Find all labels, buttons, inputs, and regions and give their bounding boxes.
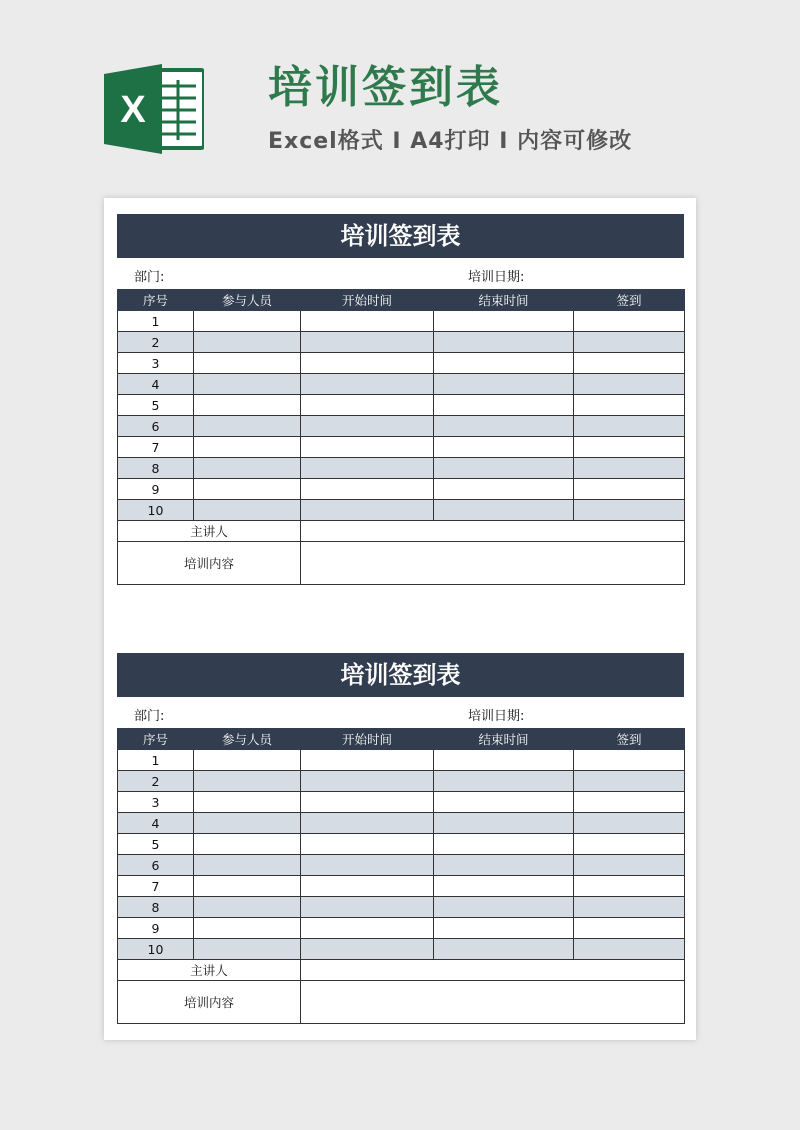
table-row: [118, 395, 685, 416]
start-time-cell[interactable]: [301, 416, 434, 437]
end-time-cell[interactable]: [434, 813, 574, 834]
row-number: 8: [118, 458, 194, 479]
form-title: 培训签到表: [117, 214, 684, 258]
page-title: 培训签到表: [268, 62, 503, 113]
start-time-cell[interactable]: [301, 374, 434, 395]
start-time-cell[interactable]: [301, 771, 434, 792]
table-row: [118, 311, 685, 332]
table-row: [118, 876, 685, 897]
participant-cell[interactable]: [194, 750, 301, 771]
end-time-cell[interactable]: [434, 395, 574, 416]
training-date-label: 培训日期:: [468, 270, 525, 285]
start-time-cell[interactable]: [301, 813, 434, 834]
sign-cell[interactable]: [574, 353, 685, 374]
row-number: 4: [118, 813, 194, 834]
row-number: 3: [118, 353, 194, 374]
table-header-row: [118, 729, 685, 750]
end-time-cell[interactable]: [434, 834, 574, 855]
end-time-cell[interactable]: [434, 479, 574, 500]
row-number: 2: [118, 771, 194, 792]
row-number: 7: [118, 876, 194, 897]
col-header-start-time: 开始时间: [301, 290, 434, 311]
table-row: [118, 437, 685, 458]
sign-cell[interactable]: [574, 395, 685, 416]
row-number: 5: [118, 395, 194, 416]
start-time-cell[interactable]: [301, 353, 434, 374]
end-time-cell[interactable]: [434, 918, 574, 939]
sign-cell[interactable]: [574, 416, 685, 437]
participant-cell[interactable]: [194, 479, 301, 500]
training-date-label: 培训日期:: [468, 709, 525, 724]
start-time-cell[interactable]: [301, 876, 434, 897]
table-row: [118, 897, 685, 918]
col-header-start-time: 开始时间: [301, 729, 434, 750]
table-row: [118, 374, 685, 395]
participant-cell[interactable]: [194, 332, 301, 353]
table-row: [118, 939, 685, 960]
row-number: 4: [118, 374, 194, 395]
end-time-cell[interactable]: [434, 876, 574, 897]
participant-cell[interactable]: [194, 918, 301, 939]
col-header-end-time: 结束时间: [434, 729, 574, 750]
participant-cell[interactable]: [194, 939, 301, 960]
speaker-row: [118, 960, 685, 981]
participant-cell[interactable]: [194, 897, 301, 918]
table-row: [118, 416, 685, 437]
row-number: 5: [118, 834, 194, 855]
start-time-cell[interactable]: [301, 479, 434, 500]
end-time-cell[interactable]: [434, 750, 574, 771]
start-time-cell[interactable]: [301, 332, 434, 353]
end-time-cell[interactable]: [434, 437, 574, 458]
content-row: [118, 981, 685, 1024]
row-number: 9: [118, 479, 194, 500]
sign-cell[interactable]: [574, 771, 685, 792]
row-number: 10: [118, 939, 194, 960]
sign-cell[interactable]: [574, 918, 685, 939]
end-time-cell[interactable]: [434, 416, 574, 437]
participant-cell[interactable]: [194, 311, 301, 332]
start-time-cell[interactable]: [301, 792, 434, 813]
start-time-cell[interactable]: [301, 939, 434, 960]
end-time-cell[interactable]: [434, 458, 574, 479]
sign-cell[interactable]: [574, 834, 685, 855]
document-page: [104, 198, 696, 1040]
row-number: 1: [118, 311, 194, 332]
start-time-cell[interactable]: [301, 458, 434, 479]
participant-cell[interactable]: [194, 395, 301, 416]
attendance-table: [117, 728, 685, 1024]
row-number: 8: [118, 897, 194, 918]
col-header-end-time: 结束时间: [434, 290, 574, 311]
table-row: [118, 771, 685, 792]
table-row: [118, 332, 685, 353]
col-header-sign: 签到: [574, 729, 685, 750]
department-label: 部门:: [134, 270, 165, 285]
form-title: 培训签到表: [117, 653, 684, 697]
end-time-cell[interactable]: [434, 500, 574, 521]
start-time-cell[interactable]: [301, 918, 434, 939]
attendance-table: [117, 289, 685, 585]
sign-cell[interactable]: [574, 939, 685, 960]
start-time-cell[interactable]: [301, 500, 434, 521]
participant-cell[interactable]: [194, 374, 301, 395]
sign-cell[interactable]: [574, 458, 685, 479]
table-row: [118, 834, 685, 855]
participant-cell[interactable]: [194, 353, 301, 374]
row-number: 7: [118, 437, 194, 458]
excel-logo-icon: [104, 64, 204, 154]
end-time-cell[interactable]: [434, 332, 574, 353]
excel-logo-letter: X: [120, 89, 146, 131]
col-header-sign: 签到: [574, 290, 685, 311]
start-time-cell[interactable]: [301, 855, 434, 876]
sign-cell[interactable]: [574, 897, 685, 918]
table-row: [118, 918, 685, 939]
participant-cell[interactable]: [194, 813, 301, 834]
sign-cell[interactable]: [574, 437, 685, 458]
speaker-label: 主讲人: [118, 960, 301, 981]
end-time-cell[interactable]: [434, 771, 574, 792]
row-number: 1: [118, 750, 194, 771]
sign-cell[interactable]: [574, 876, 685, 897]
table-row: [118, 813, 685, 834]
end-time-cell[interactable]: [434, 792, 574, 813]
end-time-cell[interactable]: [434, 374, 574, 395]
table-row: [118, 479, 685, 500]
sign-cell[interactable]: [574, 500, 685, 521]
end-time-cell[interactable]: [434, 855, 574, 876]
table-header-row: [118, 290, 685, 311]
end-time-cell[interactable]: [434, 939, 574, 960]
participant-cell[interactable]: [194, 855, 301, 876]
table-row: [118, 458, 685, 479]
table-row: [118, 353, 685, 374]
speaker-row: [118, 521, 685, 542]
sign-cell[interactable]: [574, 374, 685, 395]
start-time-cell[interactable]: [301, 395, 434, 416]
row-number: 2: [118, 332, 194, 353]
participant-cell[interactable]: [194, 792, 301, 813]
sign-cell[interactable]: [574, 332, 685, 353]
col-header-participant: 参与人员: [194, 290, 301, 311]
start-time-cell[interactable]: [301, 437, 434, 458]
row-number: 10: [118, 500, 194, 521]
table-row: [118, 750, 685, 771]
end-time-cell[interactable]: [434, 897, 574, 918]
form-meta: [117, 258, 684, 289]
end-time-cell[interactable]: [434, 311, 574, 332]
department-label: 部门:: [134, 709, 165, 724]
row-number: 9: [118, 918, 194, 939]
sign-in-form-1: [117, 214, 684, 585]
col-header-participant: 参与人员: [194, 729, 301, 750]
table-row: [118, 792, 685, 813]
row-number: 6: [118, 416, 194, 437]
speaker-label: 主讲人: [118, 521, 301, 542]
sign-cell[interactable]: [574, 792, 685, 813]
participant-cell[interactable]: [194, 500, 301, 521]
start-time-cell[interactable]: [301, 834, 434, 855]
sign-cell[interactable]: [574, 813, 685, 834]
col-header-number: 序号: [118, 290, 194, 311]
form-meta: [117, 697, 684, 728]
participant-cell[interactable]: [194, 458, 301, 479]
participant-cell[interactable]: [194, 876, 301, 897]
page-subtitle: Excel格式 Ⅰ A4打印 Ⅰ 内容可修改: [268, 129, 633, 154]
row-number: 6: [118, 855, 194, 876]
sign-in-form-2: [117, 653, 684, 1024]
participant-cell[interactable]: [194, 437, 301, 458]
content-row: [118, 542, 685, 585]
col-header-number: 序号: [118, 729, 194, 750]
content-label: 培训内容: [118, 981, 301, 1024]
content-cell[interactable]: [301, 542, 685, 585]
end-time-cell[interactable]: [434, 353, 574, 374]
speaker-cell[interactable]: [301, 521, 685, 542]
sign-cell[interactable]: [574, 479, 685, 500]
start-time-cell[interactable]: [301, 311, 434, 332]
sign-cell[interactable]: [574, 750, 685, 771]
participant-cell[interactable]: [194, 416, 301, 437]
content-cell[interactable]: [301, 981, 685, 1024]
participant-cell[interactable]: [194, 771, 301, 792]
start-time-cell[interactable]: [301, 750, 434, 771]
content-label: 培训内容: [118, 542, 301, 585]
sign-cell[interactable]: [574, 855, 685, 876]
row-number: 3: [118, 792, 194, 813]
participant-cell[interactable]: [194, 834, 301, 855]
table-row: [118, 855, 685, 876]
table-row: [118, 500, 685, 521]
start-time-cell[interactable]: [301, 897, 434, 918]
speaker-cell[interactable]: [301, 960, 685, 981]
sign-cell[interactable]: [574, 311, 685, 332]
